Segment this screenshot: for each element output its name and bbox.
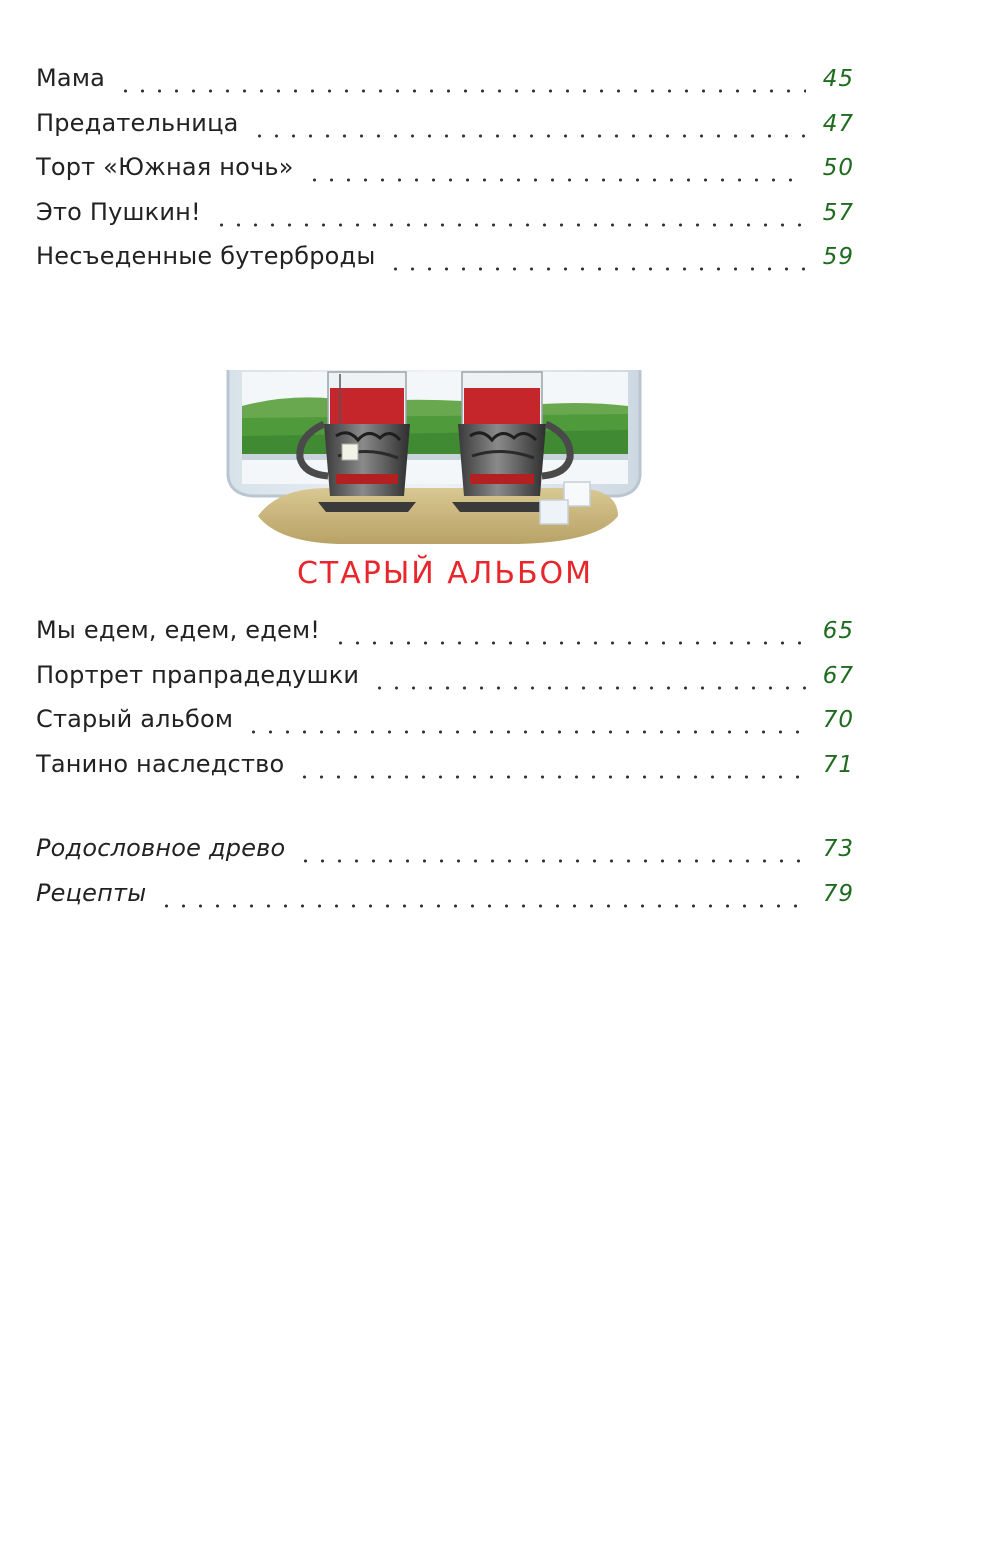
toc-entry-page: 79 (822, 880, 854, 907)
dot-leader (245, 730, 806, 734)
toc-entry-title: Мама (36, 64, 106, 92)
toc-entry-page: 65 (822, 618, 854, 644)
toc-section-3 (36, 834, 854, 923)
toc-entry[interactable] (36, 834, 854, 879)
section-heading (0, 556, 1000, 591)
dot-leader (296, 775, 806, 779)
toc-entry-title: Мы едем, едем, едем! (36, 616, 321, 644)
dot-leader (117, 89, 806, 93)
toc-entry-page: 57 (822, 199, 854, 226)
toc-entry-title: Торт «Южная ночь» (36, 153, 294, 181)
toc-entry[interactable] (36, 198, 854, 243)
dot-leader (306, 178, 806, 182)
toc-entry[interactable] (36, 661, 854, 706)
toc-entry-title: Рецепты (36, 878, 147, 907)
dot-leader (332, 641, 806, 645)
toc-entry-title: Портрет прапрадедушки (36, 660, 360, 689)
toc-entry-title: Предательница (36, 108, 239, 137)
dot-leader (213, 223, 806, 227)
toc-entry-page: 59 (822, 244, 854, 270)
toc-section-2 (36, 616, 854, 794)
toc-entry-page: 45 (822, 66, 854, 92)
toc-entry-page: 50 (822, 155, 854, 181)
dot-leader (251, 134, 806, 138)
section-heading-text: СТАРЫЙ АЛЬБОМ (296, 556, 594, 591)
toc-entry[interactable] (36, 242, 854, 287)
toc-entry-page: 70 (822, 707, 854, 733)
train-window (228, 370, 640, 496)
toc-entry-page: 67 (822, 662, 854, 689)
toc-entry[interactable] (36, 616, 854, 661)
toc-entry-title: Несъеденные бутерброды (36, 242, 376, 270)
toc-entry[interactable] (36, 153, 854, 198)
dot-leader (387, 267, 806, 271)
dot-leader (297, 859, 806, 863)
tea-glasses-illustration (218, 366, 648, 546)
toc-entry-title: Это Пушкин! (36, 197, 201, 226)
toc-entry-page: 47 (822, 110, 854, 137)
toc-entry[interactable] (36, 64, 854, 109)
dot-leader (371, 686, 806, 690)
toc-entry[interactable] (36, 879, 854, 924)
dot-leader (158, 904, 806, 908)
toc-entry[interactable] (36, 750, 854, 795)
toc-section-1 (36, 64, 854, 287)
toc-entry-title: Танино наследство (36, 749, 285, 778)
toc-entry[interactable] (36, 705, 854, 750)
toc-entry-title: Старый альбом (36, 705, 234, 733)
toc-entry[interactable] (36, 109, 854, 154)
toc-entry-page: 71 (822, 751, 854, 778)
toc-entry-title: Родословное древо (36, 834, 286, 862)
toc-entry-page: 73 (822, 836, 854, 862)
